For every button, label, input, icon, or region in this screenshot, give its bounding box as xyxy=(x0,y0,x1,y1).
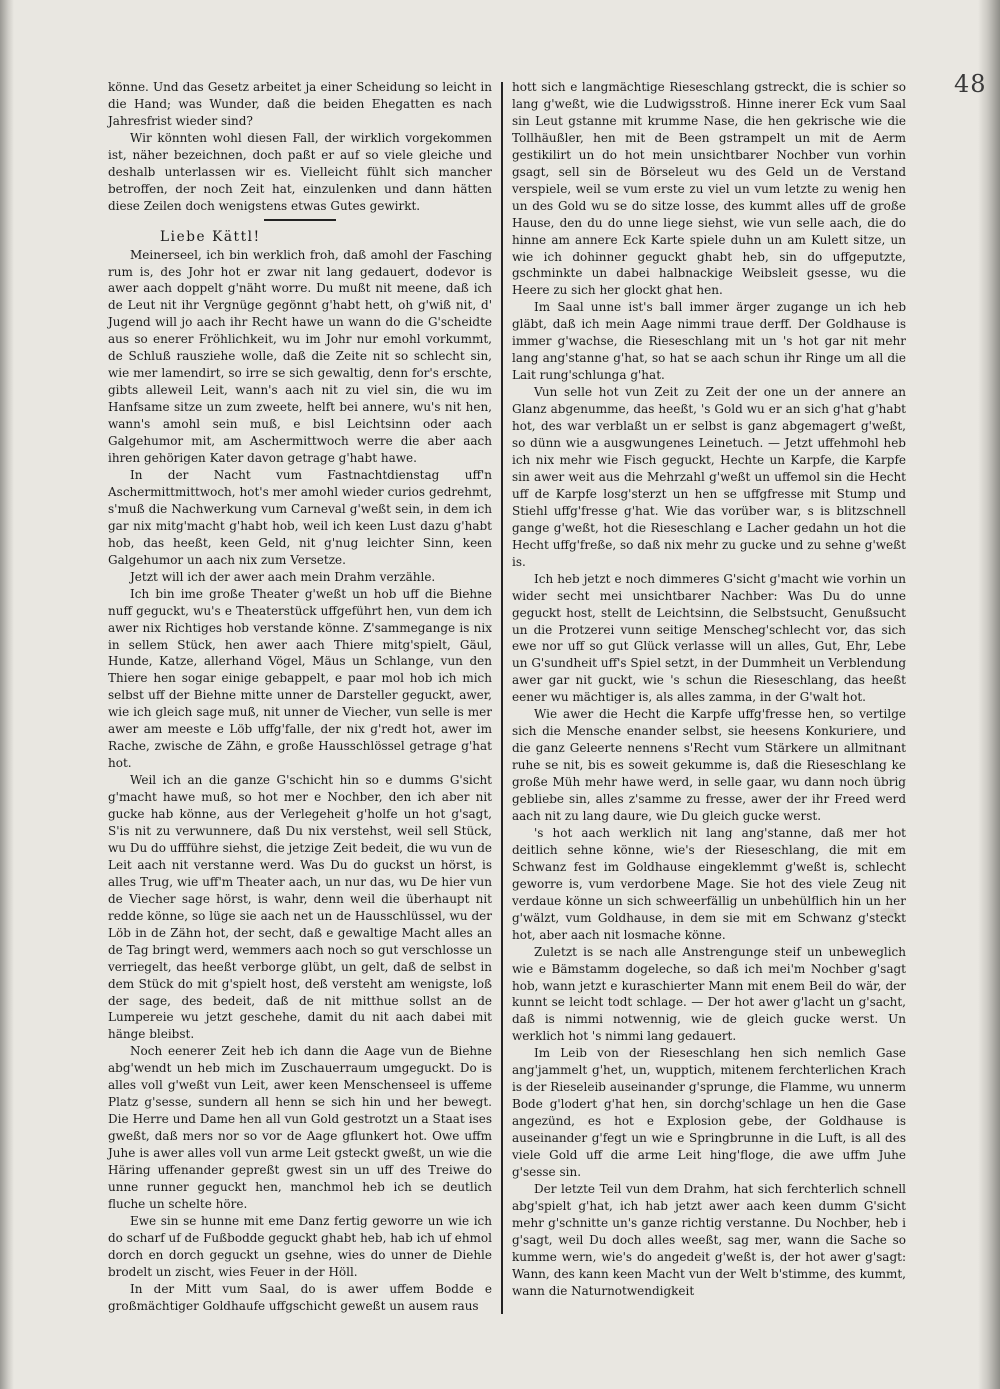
paragraph: Noch eenerer Zeit heb ich dann die Aage vun de Biehne abg'wendt un heb mich im Zuschauerraum umgeguckt. Do is alles voll g'weßt vun Leit, awer keen Menschenseel is uffeme Platz g'sesse, sundern all henn se sich hin und her bewegt. Die Herre und Dame hen all vun Gold gestrotzt un a Staat ises gweßt, daß mers nor so vor de Aage gflunkert hot. Owe uffm Juhe is awer alles voll vun arme Leit gsteckt gweßt, un wie die Häring uffenander gepreßt gwest sin un uff des Treiwe do unne runner geguckt hen, manchmol heb ich se deutlich fluche un schelte höre. xyxy=(108,1044,492,1211)
section-divider xyxy=(264,219,336,221)
paragraph: Meinerseel, ich bin werklich froh, daß amohl der Fasching rum is, des Johr hot er zwar nit lang gedauert, dodevor is awer aach doppelt g'näht worre. Du mußt nit meene, daß ich de Leut nit ihr Vergnüge gegönnt g'habt hett, oh g'wiß nit, d' Jugend will jo aach ihr Recht hawe un wann do die G'scheidte aus so enerer Fröhlichkeit, wu im Johr nur emohl vorkummt, de Schluß rausziehe wolle, daß die Zeite nit so schlecht sin, wie mer lamendirt, so irre se sich gewaltig, denn for's erschte, gibts alleweil Leit, wann's aach nit zu viel sin, die wu im Hanfsame sitze un zum zweete, helft bei annere, wu's nit hen, wann's amohl sein muß, e bisl Leichtsinn oder aach Galgehumor mit, am Aschermittwoch werre die aber aach ihren gehörigen Kater davon getrage g'habt hawe. xyxy=(108,247,492,466)
paragraph: Im Leib von der Rieseschlang hen sich nemlich Gase ang'jammelt g'het, un, wupptich, mitenem ferchterlichen Krach is der Rieseleib auseinander g'sprunge, die Flamme, wu unnerm Bode g'lodert g'hat hen, sin dorchg'schlage un hen die Gase angezünd, es hot e Explosion gebe, der Goldhause is auseinander g'fegt un wie e Springbrunne in die Luft, is all des viele Gold uff die arme Leit hing'floge, die awe uffm Juhe g'sesse sin. xyxy=(512,1046,906,1179)
column-divider xyxy=(501,82,503,1314)
paragraph: 's hot aach werklich nit lang ang'stanne, daß mer hot deitlich sehne könne, wie's der Rieseschlang, die mit em Schwanz fest im Goldhause eingeklemmt g'weßt is, schlecht geworre is, vum verdorbene Mage. Sie hot des viele Zeug nit verdaue könne un sich schweerfällig un unbehülflich hin un her g'wälzt, vum Goldhause, in dem sie mit em Schwanz g'steckt hot, aber aach nit losmache könne. xyxy=(512,825,906,942)
paragraph: Jetzt will ich der awer aach mein Drahm verzähle. xyxy=(130,569,436,584)
paragraph: Im Saal unne ist's ball immer ärger zugange un ich heb gläbt, daß ich mein Aage nimmi traue derff. Der Goldhause is immer g'wachse, die Rieseschlang mit un 's hot gar nit mehr lang ang'stanne g'hat, so hat se aach schun ihr Ringe um all die Lait rung'schlunga g'hat. xyxy=(512,300,906,383)
scan-edge-right xyxy=(978,0,1000,1389)
paragraph: Weil ich an die ganze G'schicht hin so e dumms G'sicht g'macht hawe muß, so hot mer e Nochber, den ich aber nit gucke hab könne, aus der Verlegeheit g'holfe un hot g'sagt, S'is nit zu verwunnere, daß Du nix verstehst, weil sell Stück, wu Du do uffführe siehst, die jetzige Zeit bedeit, die wu vun de Leit aach nit verstanne werd. Was Du do guckst un hörst, is alles Trug, wie uff'm Theater aach, un nur das, wu De hier vun de Viecher sage hörst, is wahr, denn weil die überhaupt nit redde könne, so lüge sie aach net un de Hausschlüssel, wu der Löb in de Zähn hot, der secht, daß e gewaltige Macht alles an de Tag bringt werd, wemmers aach noch so gut verschlosse un verriegelt, das heeßt verborge glübt, un gelt, daß de selbst in dem Stück do mit g'spielt host, deß versteht am wenigste, loß der sage, des bedeit, daß de nit mitthue sollst an de Lumpereie wu jetzt geschehe, damit du nit aach dabei mit hänge bleibst. xyxy=(108,773,492,1042)
page-number: 48 xyxy=(954,70,987,98)
letter-heading: Liebe Kättl! xyxy=(160,228,261,245)
right-column xyxy=(512,79,906,1300)
paragraph: Wie awer die Hecht die Karpfe uffg'fresse hen, so vertilge sich die Mensche enander selbst, sie heesens Konkuriere, und die ganz Geleerte nennens s'Recht vum Stärkere un allmitnant ruhe se nit, bis es soweit gekumme is, daß die Rieseschlang ke große Müh mehr hawe werd, in selle gaar, wu dann noch übrig gebliebe sin, alles z'samme zu fresse, awer der ihr Freed werd aach nit zu lang daure, wie Du gleich gucke werst. xyxy=(512,707,906,823)
paragraph: Ich bin ime große Theater g'weßt un hob uff die Biehne nuff geguckt, wu's e Theaterstück uffgeführt hen, vun dem ich awer nix Richtiges hob verstande könne. Z'sammegange is nix in sellem Stück, hen awer aach Thiere mitg'spielt, Gäul, Hunde, Katze, allerhand Vögel, Mäus un Schlange, vun den Thiere hen sogar einige gebappelt, e paar mol hob ich mich selbst uff der Biehne mitte unner de Darsteller geguckt, awer, wie ich gleich sage muß, nit unner de Viecher, vun selle is mer awer am meeste e Löb uffg'falle, der nix g'redt hot, awer im Rache, zwische de Zähn, e große Hausschlössel getrage g'hat hot. xyxy=(108,586,492,771)
paragraph: Zuletzt is se nach alle Anstrengunge steif un unbeweglich wie e Bämstamm dogeleche, so daß ich mei'm Nochber g'sagt hob, wann jetzt e kuraschierter Mann mit enem Beil do wär, der kunnt se leicht todt schlage. — Der hot awer g'lacht un g'sacht, daß is nimmi notwennig, wie de gleich gucke werst. Un werklich hot 's nimmi lang gedauert. xyxy=(512,944,906,1044)
left-column xyxy=(108,79,492,1315)
paragraph: Ewe sin se hunne mit eme Danz fertig geworre un wie ich do scharf uf de Fußbodde geguckt ghabt heb, hab ich uf ehmol dorch en dorch geguckt un gsehne, wies do unner de Diehle brodelt un zischt, wies Feuer in der Höll. xyxy=(108,1213,492,1279)
paragraph: Der letzte Teil vun dem Drahm, hat sich ferchterlich schnell abg'spielt g'hat, ich hab jetzt awer aach keen dumm G'sicht mehr g'schnitte un's ganze richtig verstanne. Du Nochber, heb i g'sagt, weil Du doch alles weeßt, sag mer, wann die Sache so kumme wern, wie's do angedeit g'weßt is, der hot awer g'sagt: Wann, des kann keen Macht vun der Welt b'stimme, des kummt, wann die Naturnotwendigkeit xyxy=(512,1181,906,1298)
paragraph: könne. Und das Gesetz arbeitet ja einer Scheidung so leicht in die Hand; was Wunder, daß die beiden Ehegatten es nach Jahresfrist wieder sind? xyxy=(108,80,492,128)
paragraph: In der Nacht vum Fastnachtdienstag uff'n Aschermittmittwoch, hot's mer amohl wieder curios gedrehmt, s'muß die Nachwerkung vum Carneval g'weßt sein, in dem ich gar nix mitg'macht g'habt hob, weil ich keen Lust dazu g'habt hob, das heeßt, keen Geld, nit g'nug leichter Sinn, keen Galgehumor un aach nix zum Versetze. xyxy=(108,467,492,567)
paragraph: Wir könnten wohl diesen Fall, der wirklich vorgekommen ist, näher bezeichnen, doch paßt er auf so viele gleiche und deshalb unterlassen wir es. Vielleicht fühlt sich mancher betroffen, der noch Zeit hat, einzulenken und dann hätten diese Zeilen doch wenigstens etwas Gutes gewirkt. xyxy=(108,130,492,213)
paragraph: Ich heb jetzt e noch dimmeres G'sicht g'macht wie vorhin un wider secht mei unsichtbarer Nachber: Was Du do unne geguckt host, stellt de Leichtsinn, die Selbstsucht, Genußsucht un die Protzerei vunn seitige Menscheg'schlecht vor, das sich ewe nor uff so gut Glück verlasse will un alles, Gut, Ehr, Lebe un G'sundheit uff's Spiel setzt, in der Dummheit un Verblendung awer gar nit guckt, wie 's schun die Rieseschlang, das heeßt eener wu mächtiger is, als alles zamma, in der G'walt hot. xyxy=(512,571,906,705)
paragraph: In der Mitt vum Saal, do is awer uffem Bodde e großmächtiger Goldhaufe uffgschicht geweßt un ausem raus xyxy=(108,1281,492,1313)
paragraph: hott sich e langmächtige Rieseschlang gstreckt, die is schier so lang g'weßt, wie die Ludwigsstroß. Hinne inerer Eck vum Saal sin Leut gstanne mit krumme Nase, die hen gekrische wie die Tollhäußler, hen mit de Been gstrampelt un mit de Aerm gestikilirt un do hot mein unsichtbarer Nochber vun vorhin gsagt, sell sin de Börseleut wu des Geld un de Verstand verspiele, weil se vum erste zu viel un vum letzte zu wenig hen un des Gold wu se do sitze losse, des kummt alles uff de große Hause, den du do unne liege siehst, wie vun selle aach, die do hinne am annere Eck Karte spiele duhn un am Kulett sitze, un wie ich dohinner geguckt ghabt heb, sin do uffgeputzte, gschminkte un dabei halbnackige Weibsleit gsesse, wu die Heere zu sich her glockt ghat hen. xyxy=(512,80,906,298)
paragraph: Vun selle hot vun Zeit zu Zeit der one un der annere an Glanz abgenumme, das heeßt, 's Gold wu er an sich g'hat g'habt hot, des war verblaßt un er selbst is ganz abgemagert g'weßt, so dünn wie a ausgwungenes Leinetuch. — Jetzt uffehmohl heb ich nix mehr wie Fisch geguckt, Hechte un Karpfe, die Karpfe sin awer weit aus die Mehrzahl g'weßt un uffemol sin die Hecht uff de Karpfe losg'sterzt un hen se uffgfresse mit Stump und Stiehl uffg'fresse g'hat. Wie das vorüber war, s is blitzschnell gange g'weßt, hot die Rieseschlang e Lacher gedahn un hot die Hecht uffg'freße, so daß nix mehr zu gucke und zu sehne g'weßt is. xyxy=(512,385,906,569)
scan-edge-left xyxy=(0,0,14,1389)
